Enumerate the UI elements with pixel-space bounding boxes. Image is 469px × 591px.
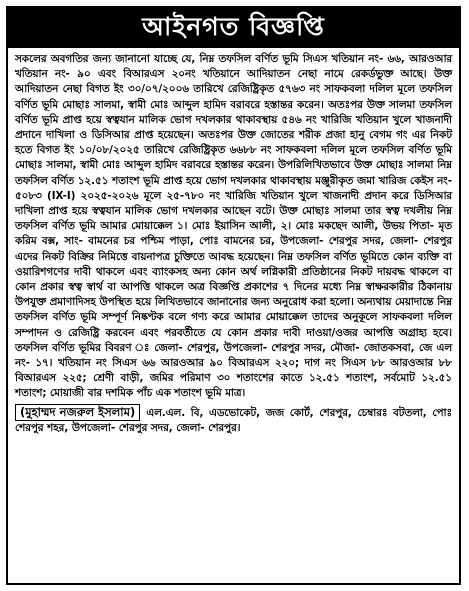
signatory-name: (মুহাম্মদ নজরুল ইসলাম) [15,404,140,421]
signature-block [8,402,459,436]
signatory-address: এল.এল. বি, এডভোকেট, জজ কোর্ট, শেরপুর, চেম্বারঃ বটতলা, পোঃ শেরপুর শহর, উপজেলা- শেরপুর সদর, জেলা- শেরপুর। [15,406,452,434]
notice-title: আইনগত বিজ্ঞপ্তি [8,8,459,48]
notice-body: সকলের অবগতির জন্য জানানো যাচ্ছে যে, নিম্ন তফসিল বর্ণিত ভূমি সিএস খতিয়ান নং- ৬৬, আরওআর খতিয়ান নং- ৯০ এবং বিআরএস ২০নং খতিয়ানে আদিয়াতন নেছা নামে রেকর্ডভুক্ত আছে। উক্ত আদিয়াতন নেছা বিগত ইং ৩০/০৭/২০০৬ তারিখে রেজিষ্ট্রিকৃত ৫৭৬৩ নং সাফকবলা দলিল মূলে তফসিল বর্ণিত ভূমি মোছাঃ সালমা, স্বামী মোঃ আব্দুল হামিদ বরাবরে হস্তান্তর করেন। অতঃপর উক্ত সালমা তফসিল বর্ণিত ভূমি প্রাপ্ত হয়ে স্বত্বযান মালিক ভোগ দখলকার থাকাবস্থায় ৫৪৬ নং খারিজি খতিয়ান খুলে খাজনাদী প্রদানে দাখিলা ও ডিসিআর প্রাপ্ত হয়েছেন। অতঃপর উক্ত জোতের শরীক প্রজা হানু বেগম গং এর নিকট হতে বিগত ইং ১০/০৮/২০২৫ তারিখে রেজিষ্ট্রিকৃত ৬৬৮৮ নং সাফকবলা দলিল মূলে তফসিল বর্ণিত ভূমি মোছাঃ সালমা, স্বামী মোঃ আব্দুল হামিদ বরাবরে হস্তান্তর করেন। উপরিলিখিতভাবে উক্ত মোছাঃ সালমা নিম্ন তফসিল বর্ণিত ১২.৫১ শতাংশ ভূমি প্রাপ্ত হয়ে ভোগ দখলকার থাকাবস্থায় মঞ্জুরীকৃত জমা খারিজ কেইস নং- ৫০৮৩ (IX-I) ২০২৫-২০২৬ মূলে ২৫-৭৮০ নং খারিজি খতিয়ান খুলে খাজনাদী প্রদান করে ডিসিআর দাখিলা প্রাপ্ত হয়ে স্বত্বযান মালিক ভোগ দখলকার আছেন বটে। উক্ত মোছাঃ সালমা তার স্বত্ব দখলীয় নিম্ন তফসিল বর্ণিত ভূমি আমার মোয়াক্কেল ১। মোঃ ইয়াসিন আলী, ২। মোঃ মকছেদ আলী, উভয় পিতা- মৃত করিম বক্স, সাং- বামনের চর পশ্চিম পাড়া, পোঃ বামনের চর, উপজেলা- শেরপুর সদর, জেলা- শেরপুর এদের নিকট বিক্রির নিমিত্তে বায়নাপত্র চুক্তিতে আবদ্ধ হয়েছেন। নিম্ন তফসিল বর্ণিত ভূমিতে কোন ব্যক্তি বা ওয়ারিশগণের দাবী থাকলে এবং ব্যাংকসহ অন্য কোন অর্থ লগ্নিকারী প্রতিষ্ঠানের নিকট দায়বদ্ধ থাকলে বা কোন প্রকার স্বত্ব স্বার্থ বা আপত্তি থাকলে অত্র বিজ্ঞপ্তি প্রকাশের ৭ দিনের মধ্যে নিম্ন স্বাক্ষরকারীর ঠিকানায় উপযুক্ত প্রমাণাদিসহ উপস্থিত হয়ে লিখিতভাবে জানানোর জন্য অনুরোধ করা হলো। অন্যথায় মেয়াদান্তে নিম্ন তফসিল বর্ণিত ভূমি সম্পূর্ণ নিষ্কণ্টক বলে গণ্য করে আমার মোয়াক্কেল তাদের অনুকূলে সাফকবলা দলিল সম্পাদন ও রেজিষ্ট্রি করবেন এবং পরবর্তীতে যে কোন প্রকার দাবী দাওয়া/ওজর আপত্তি অগ্রাহ্য হবে। তফসিল বর্ণিত ভূমির বিবরণ ঃ জেলা- শেরপুর, উপজেলা- শেরপুর সদর, মৌজা- জোতকসবা, জে এল নং- ১৭। খতিয়ান নং সিএস ৬৬ আরওআর ৯০ বিআরএস ২২০; দাগ নং সিএস ৮৮ আরওআর ৮৮ বিআরএস ২২৫; শ্রেণী বাড়ী, জমির পরিমাণ ৩০ শতাংশের কাতে ১২.৫১ শতাংশ, সর্বমোট ১২.৫১ শতাংশ; মোয়াজী বার দশমিক পাঁচ এক শতাংশ ভূমি মাত্র। [15,53,452,400]
legal-notice [6,6,461,585]
